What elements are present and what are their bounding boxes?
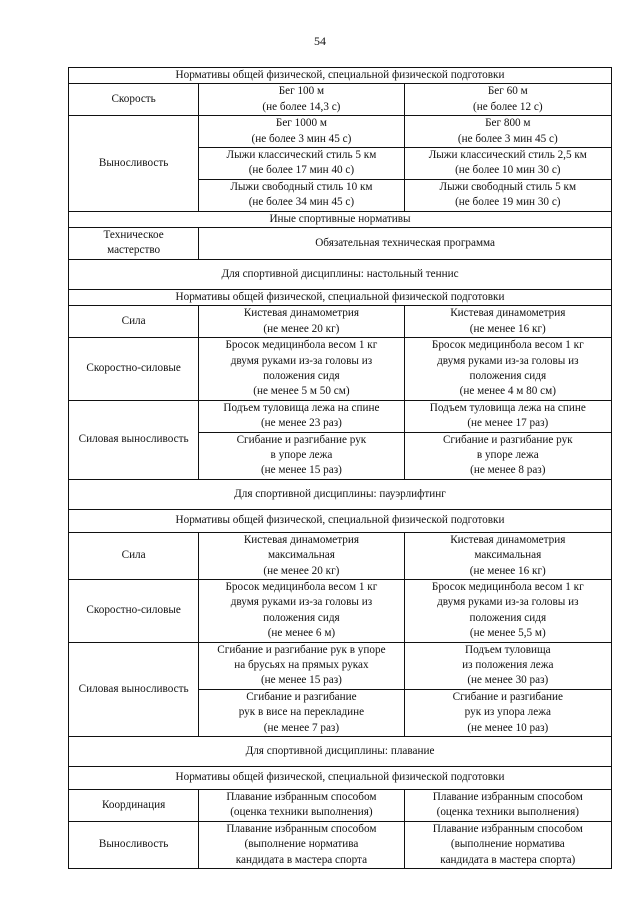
section-header: Иные спортивные нормативы: [69, 211, 612, 227]
cell-line: Бег 800 м: [485, 117, 531, 130]
section-header: Нормативы общей физической, специальной физической подготовки: [69, 289, 612, 305]
cell-line: Подъем туловища: [465, 643, 551, 656]
cell-line: (не менее 7 раз): [263, 721, 340, 734]
cell-line: (не менее 4 м 80 см): [459, 385, 556, 398]
norm-male: [199, 338, 404, 401]
cell-line: Сгибание и разгибание: [246, 690, 357, 703]
norm-male: [199, 432, 404, 479]
norms-table: [68, 67, 612, 869]
norm-row: [69, 116, 612, 148]
cell-line: Бросок медицинбола весом 1 кг: [431, 339, 584, 352]
cell-line: Сгибание и разгибание рук: [442, 433, 573, 446]
norm-row: [69, 642, 612, 689]
norm-row: [69, 84, 612, 116]
norm-category: Скоростно-силовые: [69, 579, 199, 642]
norm-row: [69, 306, 612, 338]
cell-line: в упоре лежа: [270, 448, 333, 461]
section-header-row: [69, 509, 612, 532]
cell-line: Сгибание и разгибание рук в упоре: [217, 643, 386, 656]
discipline-row: [69, 737, 612, 767]
norm-category: Координация: [69, 790, 199, 822]
cell-line: (не менее 20 кг): [263, 564, 340, 577]
discipline-row: [69, 479, 612, 509]
cell-line: Сгибание и разгибание: [452, 690, 563, 703]
norm-female: [404, 179, 611, 211]
norm-male: [199, 821, 404, 868]
norms-table-body: [69, 68, 612, 869]
norm-row: [69, 338, 612, 401]
cell-line: Бросок медицинбола весом 1 кг: [225, 580, 378, 593]
cell-line: (не более 12 с): [472, 100, 543, 113]
cell-line: кандидата в мастера спорта): [440, 853, 576, 866]
cell-line: (не менее 15 раз): [260, 464, 342, 477]
norm-female: [404, 821, 611, 868]
norm-category: Сила: [69, 306, 199, 338]
cell-line: Техническое: [103, 229, 164, 242]
cell-line: Лыжи классический стиль 2,5 км: [428, 149, 587, 162]
cell-line: (не менее 23 раз): [260, 417, 342, 430]
norm-male: [199, 642, 404, 689]
cell-line: положения сидя: [263, 611, 340, 624]
cell-line: Подъем туловища лежа на спине: [223, 401, 380, 414]
cell-line: Лыжи классический стиль 5 км: [226, 149, 377, 162]
norm-female: [404, 400, 611, 432]
norm-female: [404, 532, 611, 579]
cell-line: рук из упора лежа: [464, 706, 551, 719]
cell-line: положения сидя: [469, 611, 547, 624]
section-header: Нормативы общей физической, специальной физической подготовки: [69, 767, 612, 790]
cell-line: (не более 17 мин 40 с): [248, 164, 355, 177]
cell-line: Плавание избранным способом: [226, 822, 377, 835]
norm-female: [404, 116, 611, 148]
cell-line: Бег 1000 м: [275, 117, 327, 130]
cell-line: на брусьях на прямых руках: [234, 659, 369, 671]
norm-female: [404, 306, 611, 338]
cell-line: мастерство: [107, 244, 161, 257]
cell-line: положения сидя: [469, 369, 547, 382]
cell-line: Кистевая динамометрия: [450, 533, 566, 546]
norm-male: [199, 306, 404, 338]
norm-category: Силовая выносливость: [69, 400, 199, 479]
cell-line: рук в висе на перекладине: [238, 706, 365, 719]
section-header: Нормативы общей физической, специальной физической подготовки: [69, 68, 612, 84]
cell-line: (не более 10 мин 30 с): [455, 164, 561, 177]
norm-category: [69, 228, 199, 260]
norm-category: Выносливость: [69, 116, 199, 211]
norm-female: [404, 84, 611, 116]
cell-line: (оценка техники выполнения): [230, 806, 373, 819]
cell-line: Бег 60 м: [487, 85, 528, 98]
norm-female: [404, 338, 611, 401]
cell-line: Лыжи свободный стиль 5 км: [439, 180, 577, 193]
cell-line: Бросок медицинбола весом 1 кг: [431, 580, 584, 593]
norm-male: [199, 689, 404, 736]
cell-line: Кистевая динамометрия: [243, 307, 360, 320]
cell-line: (не менее 30 раз): [467, 674, 549, 687]
cell-line: Сгибание и разгибание рук: [236, 433, 367, 446]
norm-row: [69, 790, 612, 822]
norm-requirement: Обязательная техническая программа: [199, 228, 612, 260]
cell-line: (не более 14,3 с): [262, 100, 341, 113]
cell-line: (не менее 16 кг): [469, 322, 546, 335]
norm-female: [404, 432, 611, 479]
cell-line: (не менее 5 м 50 см): [253, 385, 350, 398]
norm-category: Скорость: [69, 84, 199, 116]
norm-female: [404, 579, 611, 642]
cell-line: максимальная: [267, 549, 335, 562]
cell-line: Бег 100 м: [278, 85, 325, 98]
norm-female: [404, 790, 611, 822]
norm-male: [199, 148, 404, 180]
cell-line: двумя руками из-за головы из: [230, 354, 373, 367]
norm-female: [404, 148, 611, 180]
cell-line: Плавание избранным способом: [432, 791, 583, 804]
norm-row: [69, 400, 612, 432]
cell-line: (не более 3 мин 45 с): [251, 132, 352, 145]
technical-row: [69, 228, 612, 260]
discipline-title: Для спортивной дисциплины: плавание: [69, 737, 612, 767]
cell-line: (не более 34 мин 45 с): [248, 196, 355, 209]
cell-line: (не менее 15 раз): [260, 674, 342, 687]
norm-male: [199, 790, 404, 822]
discipline-row: [69, 259, 612, 289]
section-header-row: [69, 211, 612, 227]
norm-male: [199, 116, 404, 148]
cell-line: (не менее 8 раз): [470, 464, 546, 477]
discipline-title: Для спортивной дисциплины: пауэрлифтинг: [69, 479, 612, 509]
norm-male: [199, 579, 404, 642]
cell-line: Лыжи свободный стиль 10 км: [230, 180, 373, 193]
cell-line: (не менее 5,5 м): [469, 627, 546, 640]
cell-line: двумя руками из-за головы из: [437, 596, 579, 609]
cell-line: Подъем туловища лежа на спине: [429, 401, 586, 414]
norm-male: [199, 84, 404, 116]
norm-category: Выносливость: [69, 821, 199, 868]
cell-line: (выполнение норматива: [450, 838, 565, 851]
norm-category: Силовая выносливость: [69, 642, 199, 736]
cell-line: двумя руками из-за головы из: [437, 354, 579, 367]
norm-row: [69, 579, 612, 642]
cell-line: (выполнение норматива: [244, 838, 359, 851]
section-header: Нормативы общей физической, специальной физической подготовки: [69, 509, 612, 532]
cell-line: (не менее 20 кг): [263, 322, 340, 335]
norm-male: [199, 532, 404, 579]
page-number: 54: [314, 34, 326, 48]
cell-line: максимальная: [474, 549, 542, 562]
cell-line: Кистевая динамометрия: [450, 307, 566, 320]
discipline-title: Для спортивной дисциплины: настольный теннис: [69, 259, 612, 289]
cell-line: (не более 3 мин 45 с): [457, 132, 558, 145]
cell-line: Плавание избранным способом: [226, 791, 377, 804]
section-header-row: [69, 68, 612, 84]
cell-line: (не менее 10 раз): [467, 721, 549, 734]
norm-row: [69, 532, 612, 579]
cell-line: Бросок медицинбола весом 1 кг: [225, 339, 378, 352]
norm-female: [404, 642, 611, 689]
norm-row: [69, 821, 612, 868]
section-header-row: [69, 289, 612, 305]
section-header-row: [69, 767, 612, 790]
cell-line: двумя руками из-за головы из: [230, 596, 373, 609]
norm-category: Скоростно-силовые: [69, 338, 199, 401]
cell-line: (оценка техники выполнения): [436, 806, 579, 819]
norm-male: [199, 400, 404, 432]
cell-line: (не менее 16 кг): [469, 564, 546, 577]
norm-male: [199, 179, 404, 211]
cell-line: в упоре лежа: [476, 448, 539, 461]
cell-line: Плавание избранным способом: [432, 822, 583, 835]
cell-line: кандидата в мастера спорта: [235, 853, 368, 866]
cell-line: (не более 19 мин 30 с): [455, 196, 561, 209]
cell-line: положения сидя: [263, 369, 340, 382]
cell-line: из положения лежа: [462, 659, 554, 671]
cell-line: Кистевая динамометрия: [243, 533, 360, 546]
cell-line: (не менее 6 м): [267, 627, 336, 640]
norm-category: Сила: [69, 532, 199, 579]
norm-female: [404, 689, 611, 736]
cell-line: (не менее 17 раз): [467, 417, 549, 430]
